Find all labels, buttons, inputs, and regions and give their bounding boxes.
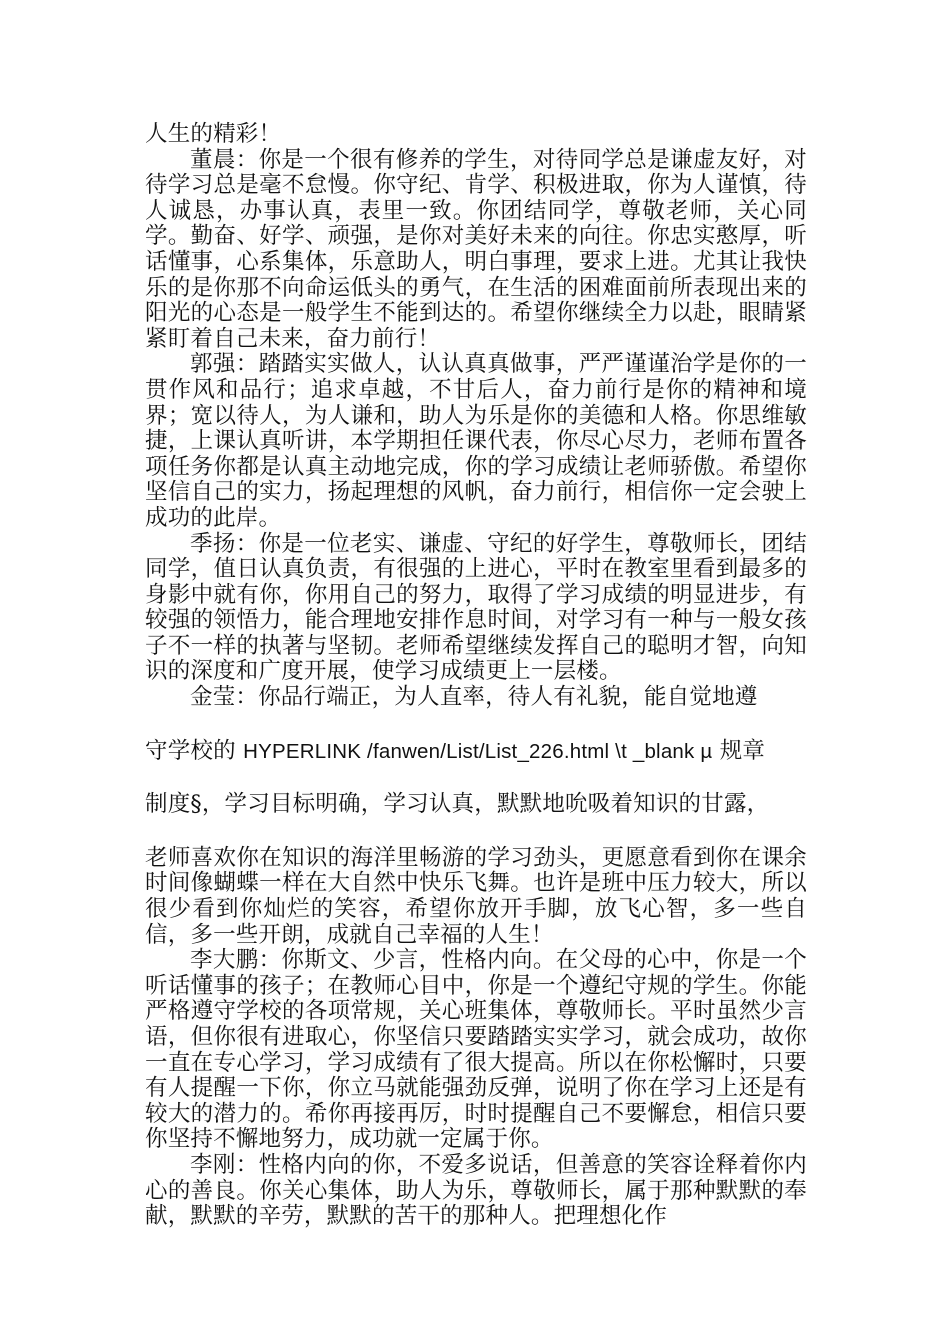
document-body	[145, 122, 807, 1230]
paragraph-li-dapeng: 李大鹏：你斯文、少言，性格内向。在父母的心中，你是一个听话懂事的孩子；在教师心目中，你是一个遵纪守规的学生。你能严格遵守学校的各项常规，关心班集体，尊敬师长。平时虽然少言语，但你很有进取心，你坚信只要踏踏实实学习，就会成功，故你一直在专心学习，学习成绩有了很大提高。所以在你松懈时，只要有人提醒一下你，你立马就能强劲反弹，说明了你在学习上还是有较大的潜力的。希你再接再厉，时时提醒自己不要懈怠，相信只要你坚持不懈地努力，成功就一定属于你。	[145, 947, 807, 1153]
paragraph-guo-qiang: 郭强：踏踏实实做人，认认真真做事，严严谨谨治学是你的一贯作风和品行；追求卓越，不甘后人，奋力前行是你的精神和境界；宽以待人，为人谦和，助人为乐是你的美德和人格。你思维敏捷，上课认真听讲，本学期担任课代表，你尽心尽力，老师布置各项任务你都是认真主动地完成，你的学习成绩让老师骄傲。希望你坚信自己的实力，扬起理想的风帆，奋力前行，相信你一定会驶上成功的此岸。	[145, 351, 807, 531]
hyperlink-field-code: HYPERLINK /fanwen/List/List_226.html \t _blank µ	[243, 739, 713, 763]
paragraph-dong-chen: 董晨：你是一个很有修养的学生，对待同学总是谦虚友好，对待学习总是毫不怠慢。你守纪、肯学、积极进取，你为人谨慎，待人诚恳，办事认真，表里一致。你团结同学，尊敬老师，关心同学。勤奋、好学、顽强，是你对美好未来的向往。你忠实憨厚，听话懂事，心系集体，乐意助人，明白事理，要求上进。尤其让我快乐的是你那不向命运低头的勇气，在生活的困难面前所表现出来的阳光的心态是一般学生不能到达的。希望你继续全力以赴，眼睛紧紧盯着自己未来，奋力前行！	[145, 146, 807, 352]
paragraph-ji-yang: 季扬：你是一位老实、谦虚、守纪的好学生，尊敬师长，团结同学，值日认真负责，有很强的上进心，平时在教室里看到最多的身影中就有你，你用自己的努力，取得了学习成绩的明显进步，有较强的领悟力，能合理地安排作息时间，对学习有一种与一般女孩子不一样的执著与坚韧。老师希望继续发挥自己的聪明才智，向知识的深度和广度开展，使学习成绩更上一层楼。	[145, 530, 807, 685]
hyperlink-line-suffix: 规章	[712, 737, 766, 764]
paragraph-jin-ying-end: 老师喜欢你在知识的海洋里畅游的学习劲头，更愿意看到你在课余时间像蝴蝶一样在大自然中快乐飞舞。也许是班中压力较大，所以很少看到你灿烂的笑容，希望你放开手脚，放飞心智，多一些自信，多一些开朗，成就自己幸福的人生！	[145, 844, 807, 948]
paragraph-continuation: 人生的精彩！	[145, 121, 282, 147]
paragraph-li-gang: 李刚：性格内向的你，不爱多说话，但善意的笑容诠释着你内心的善良。你关心集体，助人为乐，尊敬师长，属于那种默默的奉献，默默的辛劳，默默的苦干的那种人。把理想化作	[145, 1151, 807, 1230]
hyperlink-line-prefix: 守学校的	[145, 737, 244, 764]
paragraph-jin-ying-start: 金莹：你品行端正，为人直率，待人有礼貌，能自觉地遵	[190, 684, 758, 711]
hyperlink-field-line	[145, 739, 807, 765]
paragraph-jin-ying-rules: 制度§，学习目标明确，学习认真，默默地吮吸着知识的甘露，	[145, 791, 770, 818]
